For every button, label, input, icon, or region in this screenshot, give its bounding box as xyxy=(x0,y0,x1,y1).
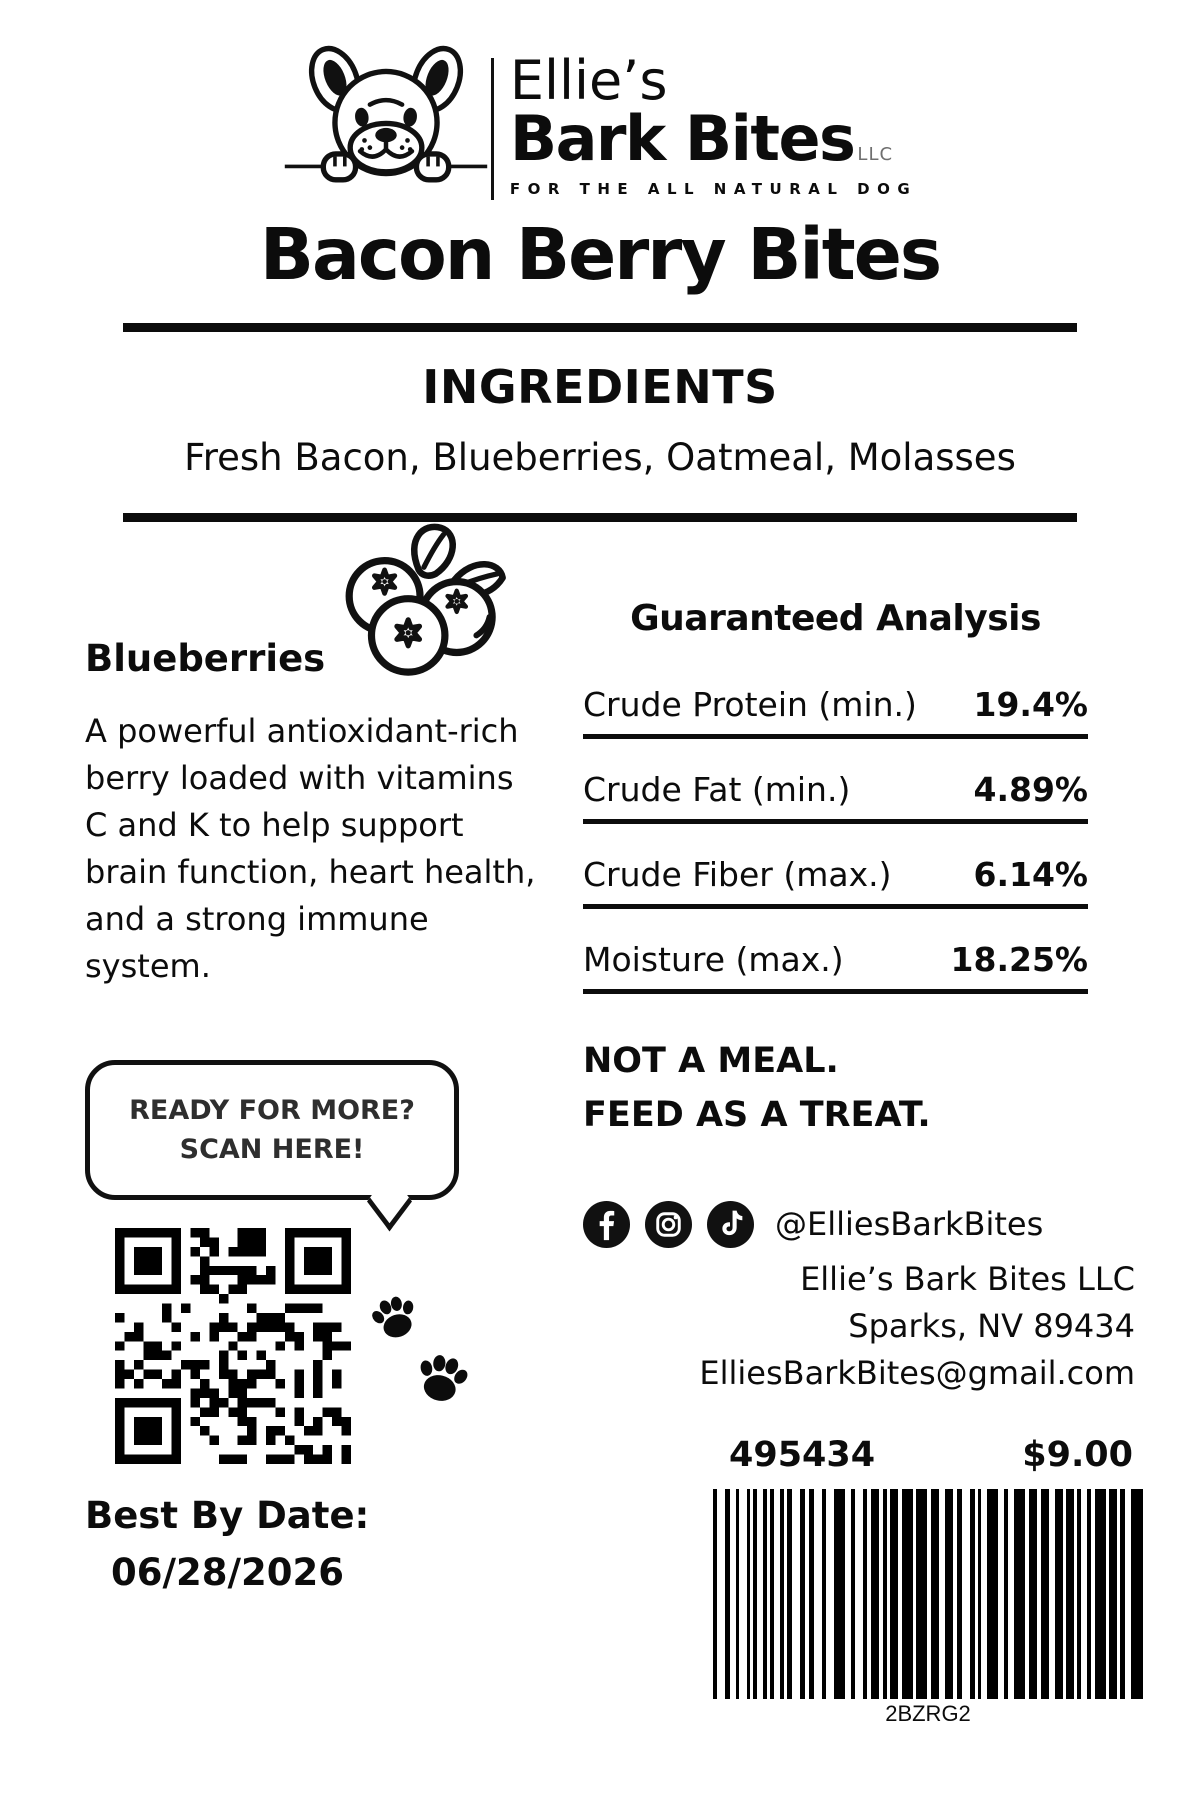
table-row xyxy=(583,770,1088,824)
analysis-label: Crude Protein (min.) xyxy=(583,685,917,724)
contact-location: Sparks, NV 89434 xyxy=(848,1306,1135,1345)
logo-divider xyxy=(491,58,494,200)
qr-code xyxy=(115,1228,351,1464)
analysis-label: Crude Fat (min.) xyxy=(583,770,851,809)
facebook-icon xyxy=(583,1201,630,1248)
brand-wordmark xyxy=(509,48,918,200)
guaranteed-analysis-table xyxy=(583,685,1088,994)
best-by-date: 06/28/2026 xyxy=(111,1551,344,1595)
best-by-block xyxy=(85,1494,545,1594)
table-row xyxy=(583,685,1088,739)
blueberry-info-column xyxy=(85,520,545,1594)
paw-print-icon xyxy=(409,1347,474,1412)
brand-name-bold: Bark Bites LLC xyxy=(509,102,894,175)
brand-tagline: FOR THE ALL NATURAL DOG xyxy=(509,180,918,198)
brand-name-light: Ellie’s xyxy=(509,48,668,112)
price-barcode-block xyxy=(713,1435,1143,1727)
tiktok-icon xyxy=(707,1201,754,1248)
french-bulldog-icon xyxy=(283,24,489,200)
qr-area xyxy=(85,1228,545,1464)
blueberries-description: A powerful antioxidant-rich berry loaded with vitamins C and K to help support brain function, heart health, and a strong immune system. xyxy=(85,712,536,986)
scan-line-1: READY FOR MORE? xyxy=(129,1095,415,1127)
brand-logo xyxy=(0,0,1200,200)
blueberries-heading: Blueberries xyxy=(85,637,326,680)
barcode-code: 2BZRG2 xyxy=(885,1700,971,1726)
price: $9.00 xyxy=(1022,1434,1133,1475)
barcode xyxy=(713,1489,1143,1699)
scan-speech-bubble xyxy=(85,1060,459,1200)
sku-number: 495434 xyxy=(729,1434,876,1475)
ingredients-heading: INGREDIENTS xyxy=(422,359,778,414)
analysis-value: 4.89% xyxy=(973,770,1088,809)
analysis-label: Moisture (max.) xyxy=(583,940,844,979)
contact-block xyxy=(583,1256,1145,1397)
table-row xyxy=(583,940,1088,994)
feeding-note-line-2: FEED AS A TREAT. xyxy=(583,1095,931,1136)
social-row xyxy=(583,1201,1145,1248)
feeding-note xyxy=(583,1034,1145,1143)
ingredients-list: Fresh Bacon, Blueberries, Oatmeal, Molasses xyxy=(184,435,1016,479)
brand-llc: LLC xyxy=(857,144,894,165)
best-by-label: Best By Date: xyxy=(85,1494,370,1538)
blueberries-icon xyxy=(331,520,509,684)
analysis-value: 19.4% xyxy=(973,685,1088,724)
analysis-label: Crude Fiber (max.) xyxy=(583,855,892,894)
divider-rule-top xyxy=(123,323,1077,332)
paw-print-icon xyxy=(365,1288,425,1348)
guaranteed-analysis-heading: Guaranteed Analysis xyxy=(630,598,1041,639)
product-title: Bacon Berry Bites xyxy=(259,213,941,296)
contact-email: ElliesBarkBites@gmail.com xyxy=(699,1353,1135,1392)
feeding-note-line-1: NOT A MEAL. xyxy=(583,1041,839,1081)
table-row xyxy=(583,855,1088,909)
analysis-column xyxy=(583,598,1145,1727)
scan-line-2: SCAN HERE! xyxy=(179,1134,365,1166)
analysis-value: 18.25% xyxy=(950,940,1088,979)
instagram-icon xyxy=(645,1201,692,1248)
analysis-value: 6.14% xyxy=(973,855,1088,894)
contact-company: Ellie’s Bark Bites LLC xyxy=(800,1259,1135,1298)
social-handle: @ElliesBarkBites xyxy=(775,1205,1044,1243)
